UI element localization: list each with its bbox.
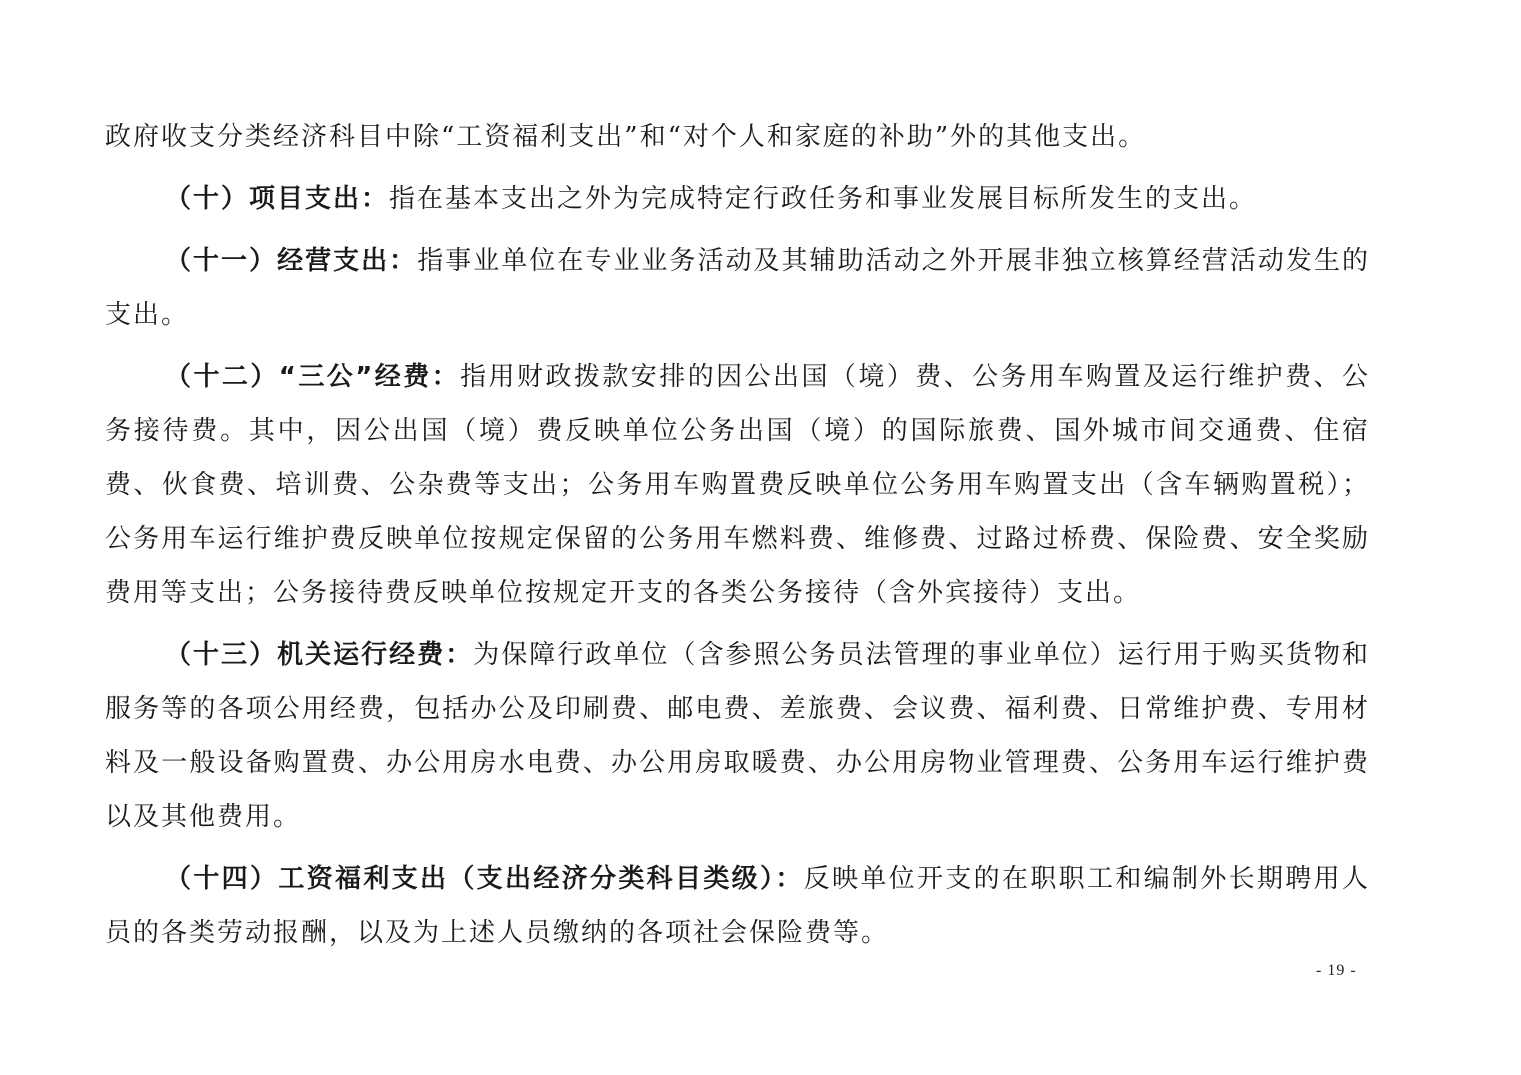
item-heading: （十二）“三公”经费： <box>165 362 461 392</box>
document-body <box>105 110 1370 968</box>
item-paragraph-operating-expenditure <box>105 234 1370 342</box>
item-body: 指在基本支出之外为完成特定行政任务和事业发展目标所发生的支出。 <box>389 184 1258 214</box>
continuation-paragraph: 政府收支分类经济科目中除“工资福利支出”和“对个人和家庭的补助”外的其他支出。 <box>105 122 1147 152</box>
item-heading: （十一）经营支出： <box>165 246 418 276</box>
item-heading: （十三）机关运行经费： <box>165 640 474 670</box>
item-heading: （十四）工资福利支出（支出经济分类科目类级）： <box>165 864 804 894</box>
item-heading: （十）项目支出： <box>165 184 390 214</box>
item-body: 指事业单位在专业业务活动及其辅助活动之外开展非独立核算经营活动发生的支出。 <box>105 246 1370 330</box>
item-paragraph-wage-welfare-expenditure <box>105 852 1370 960</box>
item-paragraph-agency-operating-funds <box>105 628 1370 844</box>
page-number: - 19 - <box>1316 962 1357 979</box>
item-paragraph-three-public-expenses <box>105 350 1370 620</box>
item-paragraph-project-expenditure <box>105 172 1370 226</box>
item-body: 反映单位开支的在职职工和编制外长期聘用人员的各类劳动报酬，以及为上述人员缴纳的各项社会保险费等。 <box>105 864 1370 948</box>
item-body: 指用财政拨款安排的因公出国（境）费、公务用车购置及运行维护费、公务接待费。其中，因公出国（境）费反映单位公务出国（境）的国际旅费、国外城市间交通费、住宿费、伙食费、培训费、公杂费等支出；公务用车购置费反映单位公务用车购置支出（含车辆购置税）；公务用车运行维护费反映单位按规定保留的公务用车燃料费、维修费、过路过桥费、保险费、安全奖励费用等支出；公务接待费反映单位按规定开支的各类公务接待（含外宾接待）支出。 <box>105 362 1370 608</box>
item-body: 为保障行政单位（含参照公务员法管理的事业单位）运行用于购买货物和服务等的各项公用经费，包括办公及印刷费、邮电费、差旅费、会议费、福利费、日常维护费、专用材料及一般设备购置费、办公用房水电费、办公用房取暖费、办公用房物业管理费、公务用车运行维护费以及其他费用。 <box>105 640 1370 832</box>
